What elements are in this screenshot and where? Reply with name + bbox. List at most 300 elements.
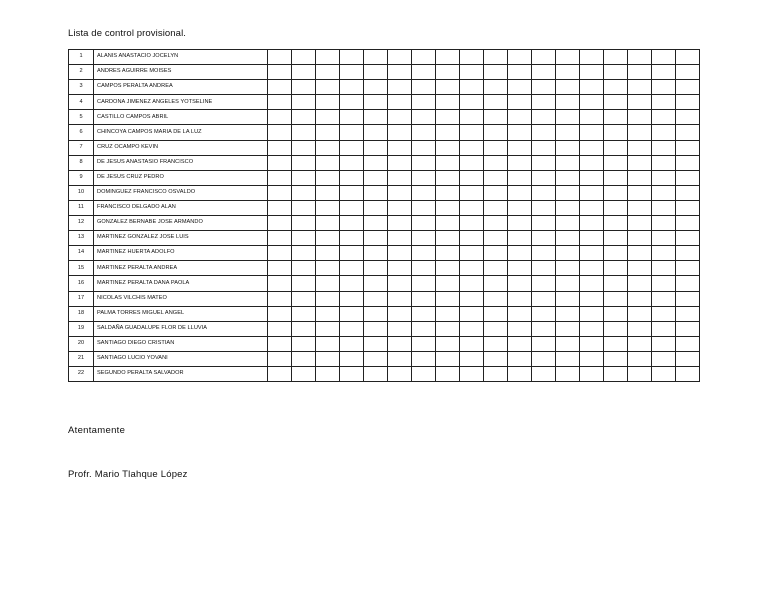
attendance-cell xyxy=(676,231,700,246)
attendance-cell xyxy=(340,246,364,261)
attendance-cell xyxy=(460,276,484,291)
attendance-cell xyxy=(316,291,340,306)
attendance-cell xyxy=(268,80,292,95)
attendance-cell xyxy=(484,216,508,231)
attendance-cell xyxy=(604,336,628,351)
attendance-cell xyxy=(676,291,700,306)
attendance-cell xyxy=(676,140,700,155)
attendance-cell xyxy=(628,291,652,306)
attendance-cell xyxy=(388,125,412,140)
attendance-cell xyxy=(316,95,340,110)
row-number: 14 xyxy=(69,246,94,261)
attendance-cell xyxy=(460,291,484,306)
attendance-cell xyxy=(436,65,460,80)
attendance-cell xyxy=(580,185,604,200)
attendance-cell xyxy=(508,155,532,170)
attendance-cell xyxy=(484,291,508,306)
attendance-cell xyxy=(460,351,484,366)
attendance-cell xyxy=(652,366,676,381)
attendance-table-body xyxy=(69,50,700,382)
attendance-cell xyxy=(316,231,340,246)
attendance-cell xyxy=(604,291,628,306)
attendance-cell xyxy=(316,50,340,65)
attendance-cell xyxy=(580,351,604,366)
attendance-cell xyxy=(292,80,316,95)
attendance-cell xyxy=(676,95,700,110)
attendance-cell xyxy=(268,155,292,170)
attendance-cell xyxy=(532,321,556,336)
attendance-cell xyxy=(412,231,436,246)
attendance-cell xyxy=(268,110,292,125)
attendance-cell xyxy=(676,321,700,336)
row-number: 13 xyxy=(69,231,94,246)
attendance-cell xyxy=(508,291,532,306)
attendance-cell xyxy=(436,185,460,200)
row-number: 20 xyxy=(69,336,94,351)
attendance-cell xyxy=(604,170,628,185)
attendance-cell xyxy=(556,231,580,246)
attendance-cell xyxy=(604,125,628,140)
attendance-cell xyxy=(628,321,652,336)
row-number: 7 xyxy=(69,140,94,155)
attendance-cell xyxy=(676,80,700,95)
attendance-cell xyxy=(340,185,364,200)
attendance-cell xyxy=(292,366,316,381)
attendance-cell xyxy=(388,336,412,351)
attendance-cell xyxy=(676,246,700,261)
attendance-cell xyxy=(532,291,556,306)
attendance-cell xyxy=(340,140,364,155)
attendance-cell xyxy=(652,291,676,306)
attendance-cell xyxy=(580,200,604,215)
attendance-cell xyxy=(676,200,700,215)
student-name: CHINCOYA CAMPOS MARIA DE LA LUZ xyxy=(94,125,268,140)
attendance-cell xyxy=(580,155,604,170)
attendance-cell xyxy=(556,216,580,231)
row-number: 2 xyxy=(69,65,94,80)
attendance-cell xyxy=(532,200,556,215)
attendance-cell xyxy=(364,50,388,65)
attendance-cell xyxy=(436,231,460,246)
student-name: DE JESUS ANASTASIO FRANCISCO xyxy=(94,155,268,170)
attendance-cell xyxy=(628,140,652,155)
attendance-cell xyxy=(508,140,532,155)
attendance-cell xyxy=(364,155,388,170)
attendance-cell xyxy=(484,321,508,336)
attendance-cell xyxy=(628,185,652,200)
attendance-cell xyxy=(436,140,460,155)
attendance-cell xyxy=(340,231,364,246)
attendance-cell xyxy=(628,246,652,261)
attendance-cell xyxy=(556,306,580,321)
attendance-cell xyxy=(652,336,676,351)
attendance-cell xyxy=(460,65,484,80)
attendance-cell xyxy=(604,50,628,65)
row-number: 3 xyxy=(69,80,94,95)
attendance-cell xyxy=(388,80,412,95)
attendance-cell xyxy=(604,216,628,231)
attendance-cell xyxy=(412,366,436,381)
attendance-cell xyxy=(628,50,652,65)
attendance-cell xyxy=(652,351,676,366)
attendance-cell xyxy=(484,351,508,366)
attendance-cell xyxy=(580,216,604,231)
row-number: 1 xyxy=(69,50,94,65)
attendance-cell xyxy=(484,366,508,381)
attendance-cell xyxy=(436,216,460,231)
attendance-cell xyxy=(292,321,316,336)
attendance-cell xyxy=(652,140,676,155)
attendance-cell xyxy=(364,261,388,276)
attendance-cell xyxy=(268,185,292,200)
attendance-cell xyxy=(532,155,556,170)
attendance-cell xyxy=(364,80,388,95)
attendance-cell xyxy=(676,170,700,185)
attendance-cell xyxy=(436,261,460,276)
attendance-cell xyxy=(532,351,556,366)
attendance-cell xyxy=(532,246,556,261)
attendance-cell xyxy=(364,110,388,125)
attendance-cell xyxy=(556,185,580,200)
attendance-cell xyxy=(436,321,460,336)
attendance-cell xyxy=(436,336,460,351)
attendance-cell xyxy=(364,65,388,80)
attendance-cell xyxy=(340,110,364,125)
attendance-cell xyxy=(388,321,412,336)
table-row xyxy=(69,155,700,170)
attendance-cell xyxy=(388,306,412,321)
attendance-cell xyxy=(316,140,340,155)
attendance-cell xyxy=(532,185,556,200)
attendance-cell xyxy=(268,246,292,261)
attendance-cell xyxy=(412,306,436,321)
attendance-cell xyxy=(484,306,508,321)
attendance-cell xyxy=(412,80,436,95)
attendance-cell xyxy=(340,306,364,321)
attendance-cell xyxy=(676,276,700,291)
student-name: ALANIS ANASTACIO JOCELYN xyxy=(94,50,268,65)
attendance-cell xyxy=(556,50,580,65)
attendance-cell xyxy=(652,321,676,336)
attendance-cell xyxy=(532,261,556,276)
attendance-cell xyxy=(532,140,556,155)
attendance-cell xyxy=(484,170,508,185)
attendance-cell xyxy=(292,50,316,65)
attendance-cell xyxy=(436,50,460,65)
attendance-cell xyxy=(292,216,316,231)
attendance-cell xyxy=(508,246,532,261)
attendance-cell xyxy=(484,65,508,80)
attendance-cell xyxy=(580,261,604,276)
attendance-cell xyxy=(292,185,316,200)
table-row xyxy=(69,321,700,336)
attendance-cell xyxy=(508,185,532,200)
attendance-cell xyxy=(628,95,652,110)
attendance-cell xyxy=(532,216,556,231)
student-name: CAMPOS PERALTA ANDREA xyxy=(94,80,268,95)
attendance-cell xyxy=(364,185,388,200)
attendance-cell xyxy=(388,140,412,155)
table-row xyxy=(69,110,700,125)
table-row xyxy=(69,80,700,95)
attendance-cell xyxy=(484,185,508,200)
attendance-cell xyxy=(388,246,412,261)
attendance-cell xyxy=(652,276,676,291)
attendance-cell xyxy=(436,170,460,185)
attendance-cell xyxy=(676,216,700,231)
page-title: Lista de control provisional. xyxy=(68,28,187,39)
attendance-cell xyxy=(628,80,652,95)
attendance-cell xyxy=(604,140,628,155)
attendance-cell xyxy=(652,185,676,200)
attendance-cell xyxy=(412,170,436,185)
attendance-cell xyxy=(460,336,484,351)
attendance-cell xyxy=(412,125,436,140)
attendance-cell xyxy=(556,80,580,95)
attendance-cell xyxy=(556,336,580,351)
attendance-cell xyxy=(628,231,652,246)
attendance-cell xyxy=(460,125,484,140)
attendance-cell xyxy=(556,110,580,125)
attendance-cell xyxy=(484,125,508,140)
attendance-cell xyxy=(292,155,316,170)
attendance-cell xyxy=(556,125,580,140)
attendance-cell xyxy=(292,200,316,215)
student-name: MARTINEZ HUERTA ADOLFO xyxy=(94,246,268,261)
attendance-cell xyxy=(316,170,340,185)
row-number: 18 xyxy=(69,306,94,321)
row-number: 11 xyxy=(69,200,94,215)
attendance-cell xyxy=(652,65,676,80)
attendance-cell xyxy=(676,336,700,351)
attendance-cell xyxy=(364,351,388,366)
attendance-cell xyxy=(316,261,340,276)
attendance-cell xyxy=(556,321,580,336)
attendance-cell xyxy=(556,246,580,261)
attendance-cell xyxy=(508,366,532,381)
attendance-cell xyxy=(364,276,388,291)
attendance-cell xyxy=(292,125,316,140)
attendance-cell xyxy=(628,216,652,231)
attendance-cell xyxy=(364,125,388,140)
attendance-cell xyxy=(676,185,700,200)
attendance-cell xyxy=(580,125,604,140)
attendance-cell xyxy=(484,276,508,291)
attendance-cell xyxy=(268,366,292,381)
attendance-cell xyxy=(436,95,460,110)
attendance-cell xyxy=(676,50,700,65)
student-name: MARTINEZ PERALTA DANA PAOLA xyxy=(94,276,268,291)
attendance-cell xyxy=(268,261,292,276)
attendance-cell xyxy=(412,50,436,65)
attendance-cell xyxy=(580,140,604,155)
attendance-cell xyxy=(484,155,508,170)
attendance-cell xyxy=(460,200,484,215)
row-number: 8 xyxy=(69,155,94,170)
attendance-cell xyxy=(364,95,388,110)
attendance-cell xyxy=(580,291,604,306)
attendance-cell xyxy=(628,261,652,276)
attendance-cell xyxy=(412,140,436,155)
row-number: 5 xyxy=(69,110,94,125)
attendance-cell xyxy=(388,65,412,80)
attendance-cell xyxy=(652,80,676,95)
attendance-cell xyxy=(652,216,676,231)
attendance-cell xyxy=(460,321,484,336)
attendance-cell xyxy=(340,216,364,231)
attendance-cell xyxy=(412,276,436,291)
table-row xyxy=(69,65,700,80)
attendance-cell xyxy=(484,246,508,261)
attendance-cell xyxy=(508,170,532,185)
attendance-cell xyxy=(316,80,340,95)
attendance-cell xyxy=(268,50,292,65)
attendance-cell xyxy=(268,276,292,291)
attendance-cell xyxy=(268,291,292,306)
attendance-cell xyxy=(508,50,532,65)
attendance-cell xyxy=(652,155,676,170)
attendance-cell xyxy=(532,125,556,140)
attendance-cell xyxy=(580,231,604,246)
attendance-cell xyxy=(556,276,580,291)
attendance-cell xyxy=(316,321,340,336)
attendance-cell xyxy=(508,125,532,140)
attendance-cell xyxy=(292,65,316,80)
attendance-cell xyxy=(556,65,580,80)
attendance-cell xyxy=(292,261,316,276)
attendance-cell xyxy=(604,231,628,246)
attendance-cell xyxy=(460,80,484,95)
student-name: PALMA TORRES MIGUEL ANGEL xyxy=(94,306,268,321)
attendance-cell xyxy=(460,306,484,321)
attendance-cell xyxy=(604,246,628,261)
attendance-cell xyxy=(364,321,388,336)
attendance-cell xyxy=(340,366,364,381)
attendance-cell xyxy=(268,125,292,140)
attendance-cell xyxy=(628,276,652,291)
student-name: ANDRES AGUIRRE MOISES xyxy=(94,65,268,80)
attendance-cell xyxy=(316,351,340,366)
attendance-cell xyxy=(436,155,460,170)
attendance-cell xyxy=(412,65,436,80)
attendance-cell xyxy=(316,200,340,215)
attendance-cell xyxy=(292,246,316,261)
attendance-cell xyxy=(268,336,292,351)
attendance-cell xyxy=(436,276,460,291)
attendance-cell xyxy=(508,231,532,246)
attendance-cell xyxy=(532,306,556,321)
attendance-cell xyxy=(580,321,604,336)
attendance-cell xyxy=(532,95,556,110)
attendance-cell xyxy=(508,216,532,231)
attendance-cell xyxy=(364,200,388,215)
attendance-cell xyxy=(580,50,604,65)
table-row xyxy=(69,336,700,351)
attendance-cell xyxy=(388,261,412,276)
row-number: 6 xyxy=(69,125,94,140)
attendance-cell xyxy=(652,246,676,261)
attendance-cell xyxy=(508,200,532,215)
attendance-cell xyxy=(508,306,532,321)
attendance-cell xyxy=(484,80,508,95)
table-row xyxy=(69,216,700,231)
attendance-cell xyxy=(556,95,580,110)
attendance-cell xyxy=(484,95,508,110)
attendance-cell xyxy=(340,80,364,95)
attendance-cell xyxy=(340,321,364,336)
student-name: NICOLAS VILCHIS MATEO xyxy=(94,291,268,306)
attendance-table xyxy=(68,49,700,382)
attendance-cell xyxy=(412,246,436,261)
attendance-cell xyxy=(604,351,628,366)
attendance-cell xyxy=(388,351,412,366)
attendance-cell xyxy=(460,170,484,185)
attendance-cell xyxy=(532,170,556,185)
attendance-cell xyxy=(580,246,604,261)
attendance-cell xyxy=(460,95,484,110)
attendance-cell xyxy=(628,65,652,80)
table-row xyxy=(69,246,700,261)
attendance-cell xyxy=(340,291,364,306)
student-name: DOMINGUEZ FRANCISCO OSVALDO xyxy=(94,185,268,200)
student-name: SANTIAGO LUCIO YOVANI xyxy=(94,351,268,366)
table-row xyxy=(69,291,700,306)
attendance-cell xyxy=(628,200,652,215)
attendance-cell xyxy=(340,351,364,366)
row-number: 15 xyxy=(69,261,94,276)
attendance-cell xyxy=(652,200,676,215)
attendance-cell xyxy=(676,155,700,170)
attendance-cell xyxy=(676,65,700,80)
attendance-cell xyxy=(604,261,628,276)
table-row xyxy=(69,351,700,366)
attendance-cell xyxy=(292,95,316,110)
attendance-cell xyxy=(364,336,388,351)
attendance-cell xyxy=(604,200,628,215)
attendance-cell xyxy=(484,261,508,276)
attendance-cell xyxy=(580,276,604,291)
attendance-cell xyxy=(652,125,676,140)
attendance-cell xyxy=(292,140,316,155)
attendance-cell xyxy=(604,95,628,110)
attendance-cell xyxy=(532,110,556,125)
attendance-cell xyxy=(436,80,460,95)
row-number: 9 xyxy=(69,170,94,185)
attendance-cell xyxy=(436,351,460,366)
attendance-cell xyxy=(676,110,700,125)
attendance-cell xyxy=(532,50,556,65)
attendance-cell xyxy=(388,200,412,215)
attendance-cell xyxy=(460,155,484,170)
row-number: 21 xyxy=(69,351,94,366)
attendance-cell xyxy=(364,306,388,321)
attendance-cell xyxy=(292,110,316,125)
attendance-cell xyxy=(628,336,652,351)
attendance-cell xyxy=(628,366,652,381)
row-number: 10 xyxy=(69,185,94,200)
attendance-cell xyxy=(604,366,628,381)
student-name: CRUZ OCAMPO KEVIN xyxy=(94,140,268,155)
attendance-cell xyxy=(292,351,316,366)
attendance-cell xyxy=(556,170,580,185)
attendance-cell xyxy=(316,246,340,261)
attendance-cell xyxy=(580,366,604,381)
attendance-cell xyxy=(340,95,364,110)
attendance-cell xyxy=(412,336,436,351)
attendance-cell xyxy=(604,110,628,125)
student-name: MARTINEZ PERALTA ANDREA xyxy=(94,261,268,276)
attendance-cell xyxy=(292,336,316,351)
